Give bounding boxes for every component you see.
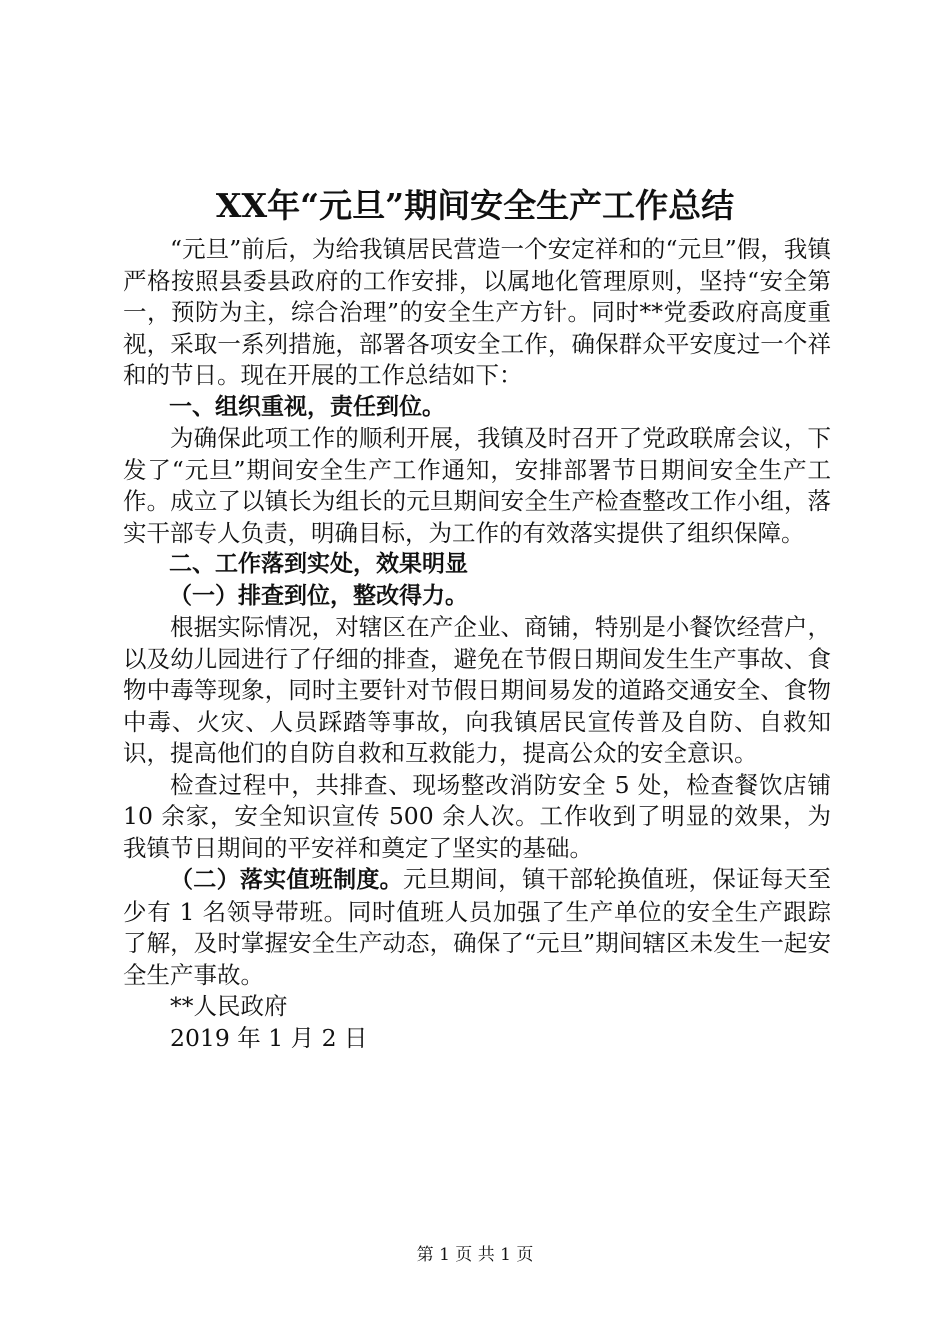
- subsection1-heading: （一）排查到位，整改得力。: [169, 582, 468, 609]
- subsection2-body: 元旦期间，镇干部轮换值班，保证每天至少有 1 名领导带班。同时值班人员加强了生产单位的安全生产跟踪了解，及时掌握安全生产动态，确保了“元旦”期间辖区未发生一起安全生产事故。: [123, 865, 832, 989]
- subsection2-paragraph: [123, 864, 831, 991]
- subsection1-paragraph-2: 检查过程中，共排查、现场整改消防安全 5 处，检查餐饮店铺 10 余家，安全知识宣传 500 余人次。工作收到了明显的效果，为我镇节日期间的平安祥和奠定了坚实的基础。: [123, 770, 831, 862]
- document-body: [123, 234, 831, 1054]
- subsection1-paragraph-1: 根据实际情况，对辖区在产企业、商铺，特别是小餐饮经营户，以及幼儿园进行了仔细的排查，避免在节假日期间发生生产事故、食物中毒等现象，同时主要针对节假日期间易发的道路交通安全、食物中毒、火灾、人员踩踏等事故，向我镇居民宣传普及自防、自救知识，提高他们的自防自救和互救能力，提高公众的安全意识。: [123, 613, 831, 767]
- signature: **人民政府: [170, 992, 288, 1020]
- document-date: 2019 年 1 月 2 日: [170, 1023, 368, 1052]
- subsection2-heading: （二）落实值班制度。: [170, 867, 403, 893]
- intro-paragraph: “元旦”前后，为给我镇居民营造一个安定祥和的“元旦”假，我镇严格按照县委县政府的工作安排，以属地化管理原则，坚持“安全第一，预防为主，综合治理”的安全生产方针。同时**党委政府高度重视，采取一系列措施，部署各项安全工作，确保群众平安度过一个祥和的节日。现在开展的工作总结如下：: [123, 235, 831, 389]
- section2-heading: 二、工作落到实处，效果明显: [169, 551, 468, 577]
- section1-paragraph: 为确保此项工作的顺利开展，我镇及时召开了党政联席会议，下发了“元旦”期间安全生产工作通知，安排部署节日期间安全生产工作。成立了以镇长为组长的元旦期间安全生产检查整改工作小组，落实干部专人负责，明确目标，为工作的有效落实提供了组织保障。: [123, 424, 831, 547]
- section1-heading: 一、组织重视，责任到位。: [169, 393, 445, 420]
- document-title: XX年“元旦”期间安全生产工作总结: [215, 186, 735, 225]
- page-footer: 第 1 页 共 1 页: [416, 1245, 534, 1265]
